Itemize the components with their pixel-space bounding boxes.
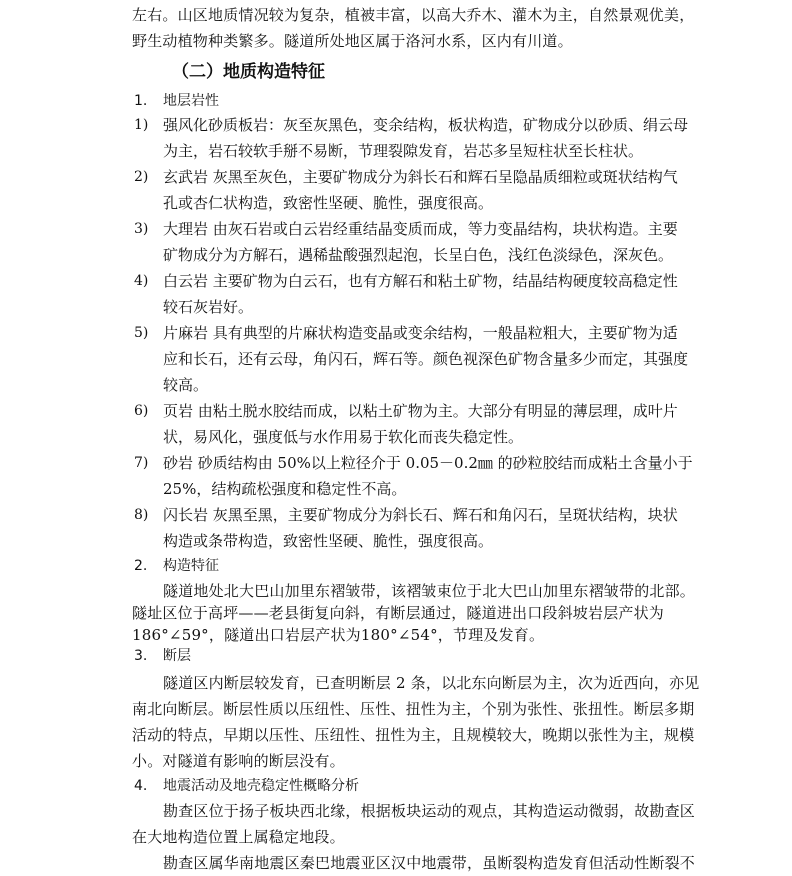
item-line: 应和长石，还有云母，角闪石，辉石等。颜色视深色矿物含量多少而定，其强度 bbox=[163, 350, 689, 368]
item-number: 3) bbox=[134, 221, 149, 237]
paragraph-line: 隧道区内断层较发育，已查明断层 2 条，以北东向断层为主，次为近西向，亦见 bbox=[163, 674, 700, 692]
item-line: 构造或条带构造，致密性坚硬、脆性，强度很高。 bbox=[163, 532, 494, 550]
item-number: 5) bbox=[134, 325, 149, 341]
sub1-title: 地层岩性 bbox=[163, 93, 219, 109]
paragraph-line: 隧道地处北大巴山加里东褶皱带，该褶皱束位于北大巴山加里东褶皱带的北部。 bbox=[163, 582, 696, 600]
item-line: 强风化砂质板岩：灰至灰黑色，变余结构，板状构造，矿物成分以砂质、绢云母 bbox=[163, 116, 689, 134]
item-line: 为主，岩石较软手掰不易断，节理裂隙发育，岩芯多呈短柱状至长柱状。 bbox=[163, 142, 644, 160]
intro-line-1: 左右。山区地质情况较为复杂，植被丰富，以高大乔木、灌木为主，自然景观优美， bbox=[132, 6, 695, 24]
item-number: 4) bbox=[134, 273, 149, 289]
paragraph-line: 勘查区属华南地震区秦巴地震亚区汉中地震带，虽断裂构造发育但活动性断裂不 bbox=[163, 854, 696, 872]
intro-line-2: 野生动植物种类繁多。隧道所处地区属于洛河水系，区内有川道。 bbox=[132, 32, 573, 50]
item-line: 闪长岩 灰黑至黑，主要矿物成分为斜长石、辉石和角闪石，呈斑状结构，块状 bbox=[163, 506, 678, 524]
item-line: 片麻岩 具有典型的片麻状构造变晶或变余结构，一般晶粒粗大，主要矿物为适 bbox=[163, 324, 678, 342]
sub3-number: 3. bbox=[134, 648, 148, 664]
item-number: 6) bbox=[134, 403, 149, 419]
sub4-number: 4. bbox=[134, 778, 148, 794]
sub1-number: 1. bbox=[134, 93, 148, 109]
item-line: 白云岩 主要矿物为白云石，也有方解石和粘土矿物，结晶结构硬度较高稳定性 bbox=[163, 272, 678, 290]
sub2-title: 构造特征 bbox=[163, 558, 219, 574]
item-line: 25%，结构疏松强度和稳定性不高。 bbox=[163, 480, 407, 498]
paragraph-line: 隧址区位于高坪——老县街复向斜，有断层通过，隧道进出口段斜坡岩层产状为 bbox=[132, 604, 665, 622]
item-line: 玄武岩 灰黑至灰色，主要矿物成分为斜长石和辉石呈隐晶质细粒或斑状结构气 bbox=[163, 168, 678, 186]
item-line: 砂岩 砂质结构由 50%以上粒径介于 0.05－0.2㎜ 的砂粒胶结而成粘土含量小于 bbox=[163, 454, 693, 472]
item-number: 7) bbox=[134, 455, 149, 471]
item-line: 状，易风化，强度低与水作用易于软化而丧失稳定性。 bbox=[163, 428, 524, 446]
item-number: 2) bbox=[134, 169, 149, 185]
paragraph-line: 南北向断层。断层性质以压纽性、压性、扭性为主，个别为张性、张扭性。断层多期 bbox=[132, 700, 695, 718]
sub3-title: 断层 bbox=[163, 648, 191, 664]
section-title: （二）地质构造特征 bbox=[172, 62, 325, 82]
item-line: 孔或杏仁状构造，致密性坚硬、脆性，强度很高。 bbox=[163, 194, 494, 212]
paragraph-line: 在大地构造位置上属稳定地段。 bbox=[132, 828, 345, 846]
item-line: 页岩 由粘土脱水胶结而成，以粘土矿物为主。大部分有明显的薄层理，成叶片 bbox=[163, 402, 678, 420]
item-line: 较高。 bbox=[163, 376, 209, 394]
paragraph-line: 小。对隧道有影响的断层没有。 bbox=[132, 752, 345, 770]
item-line: 大理岩 由灰石岩或白云岩经重结晶变质而成，等力变晶结构，块状构造。主要 bbox=[163, 220, 678, 238]
sub2-number: 2. bbox=[134, 558, 148, 574]
item-line: 矿物成分为方解石，遇稀盐酸强烈起泡，长呈白色，浅红色淡绿色，深灰色。 bbox=[163, 246, 674, 264]
item-line: 较石灰岩好。 bbox=[163, 298, 254, 316]
paragraph-line: 活动的特点，早期以压性、压纽性、扭性为主，且规模较大，晚期以张性为主，规模 bbox=[132, 726, 695, 744]
paragraph-line: 勘查区位于扬子板块西北缘，根据板块运动的观点，其构造运动微弱，故勘查区 bbox=[163, 802, 696, 820]
item-number: 1) bbox=[134, 117, 149, 133]
item-number: 8) bbox=[134, 507, 149, 523]
sub4-title: 地震活动及地壳稳定性概略分析 bbox=[163, 778, 359, 794]
paragraph-line: 186°∠59°，隧道出口岩层产状为180°∠54°，节理及发育。 bbox=[132, 626, 545, 644]
